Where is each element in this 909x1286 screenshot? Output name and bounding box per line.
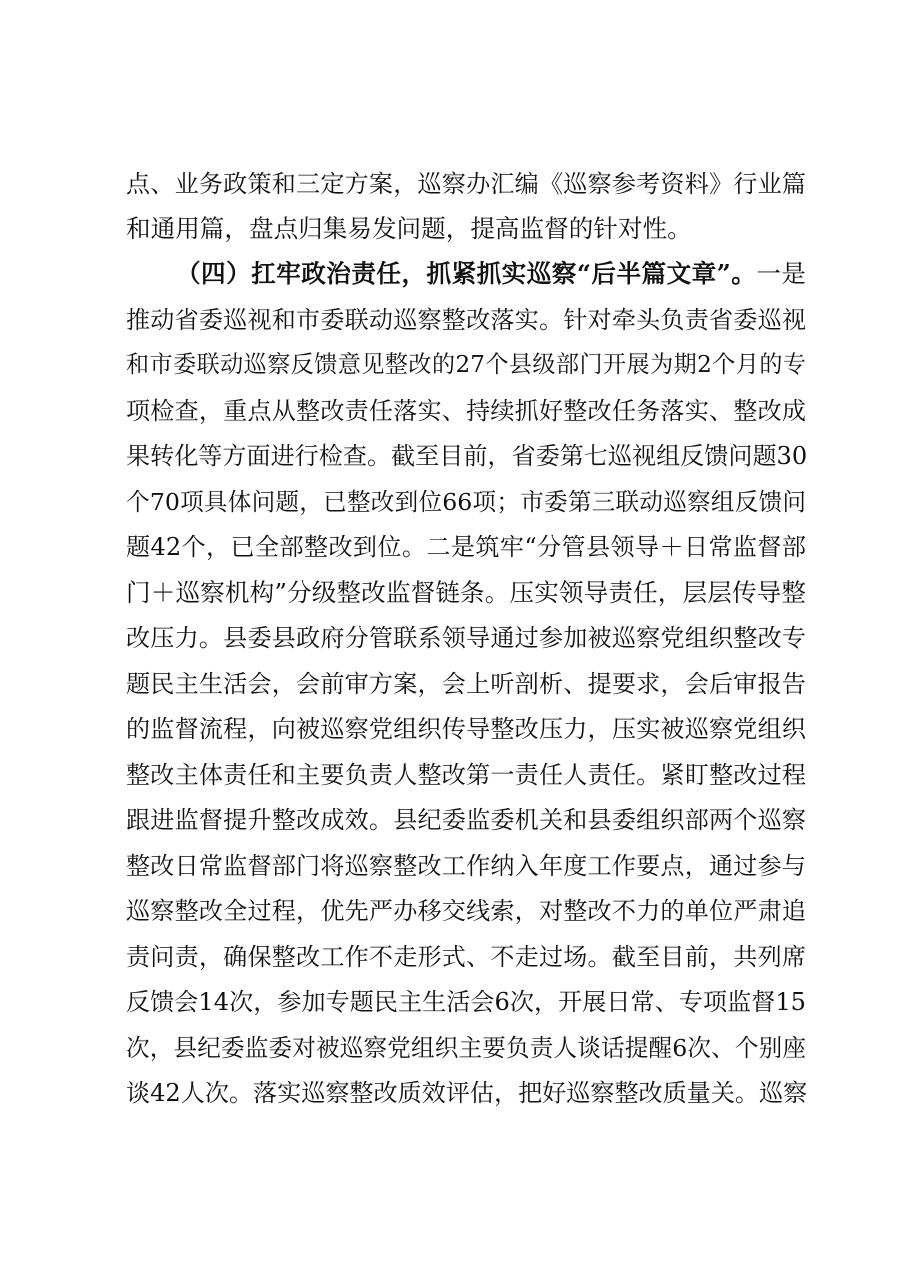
paragraph2-line: 门＋巡察机构”分级整改监督链条。压实领导责任，层层传导整 <box>126 578 806 607</box>
section-heading: （四）扛牢政治责任，抓紧抓实巡察“后半篇文章”。 <box>176 259 757 288</box>
paragraph2-line: 改压力。县委县政府分管联系领导通过参加被巡察党组织整改专 <box>126 624 806 652</box>
paragraph2-line: 责问责，确保整改工作不走形式、不走过场。截至目前，共列席 <box>126 943 806 971</box>
paragraph2-line: 的监督流程，向被巡察党组织传导整改压力，压实被巡察党组织 <box>126 715 806 743</box>
paragraph2-line: 次，县纪委监委对被巡察党组织主要负责人谈话提醒6次、个别座 <box>126 1034 806 1062</box>
paragraph2-line: 整改主体责任和主要负责人整改第一责任人责任。紧盯整改过程 <box>126 761 806 789</box>
paragraph2-line: 反馈会14次，参加专题民主生活会6次，开展日常、专项监督15 <box>126 988 806 1016</box>
paragraph2-line: 跟进监督提升整改成效。县纪委监委机关和县委组织部两个巡察 <box>126 806 806 834</box>
paragraph2-line: 巡察整改全过程，优先严办移交线索，对整改不力的单位严肃追 <box>126 897 806 925</box>
paragraph2-line: 题民主生活会，会前审方案，会上听剖析、提要求，会后审报告 <box>126 670 806 698</box>
paragraph2-first-line <box>176 257 806 291</box>
paragraph2-line: 谈42人次。落实巡察整改质效评估，把好巡察整改质量关。巡察 <box>126 1079 808 1107</box>
paragraph2-line: 果转化等方面进行检查。截至目前，省委第七巡视组反馈问题30 <box>126 442 808 470</box>
paragraph2-line: 项检查，重点从整改责任落实、持续抓好整改任务落实、整改成 <box>126 397 806 425</box>
paragraph2-line: 个70项具体问题，已整改到位66项；市委第三联动巡察组反馈问 <box>126 488 806 516</box>
paragraph2-line: 推动省委巡视和市委联动巡察整改落实。针对牵头负责省委巡视 <box>126 306 806 334</box>
paragraph1-line-2: 和通用篇，盘点归集易发问题，提高监督的针对性。 <box>126 214 692 243</box>
paragraph1-line-1: 点、业务政策和三定方案，巡察办汇编《巡察参考资料》行业篇 <box>126 170 806 198</box>
paragraph2-line: 和市委联动巡察反馈意见整改的27个县级部门开展为期2个月的专 <box>126 352 806 378</box>
paragraph2-line: 整改日常监督部门将巡察整改工作纳入年度工作要点，通过参与 <box>126 852 806 880</box>
paragraph2-line: 题42个，已全部整改到位。二是筑牢“分管县领导＋日常监督部 <box>126 533 806 561</box>
paragraph2-first-line-tail: 一是 <box>756 259 806 288</box>
